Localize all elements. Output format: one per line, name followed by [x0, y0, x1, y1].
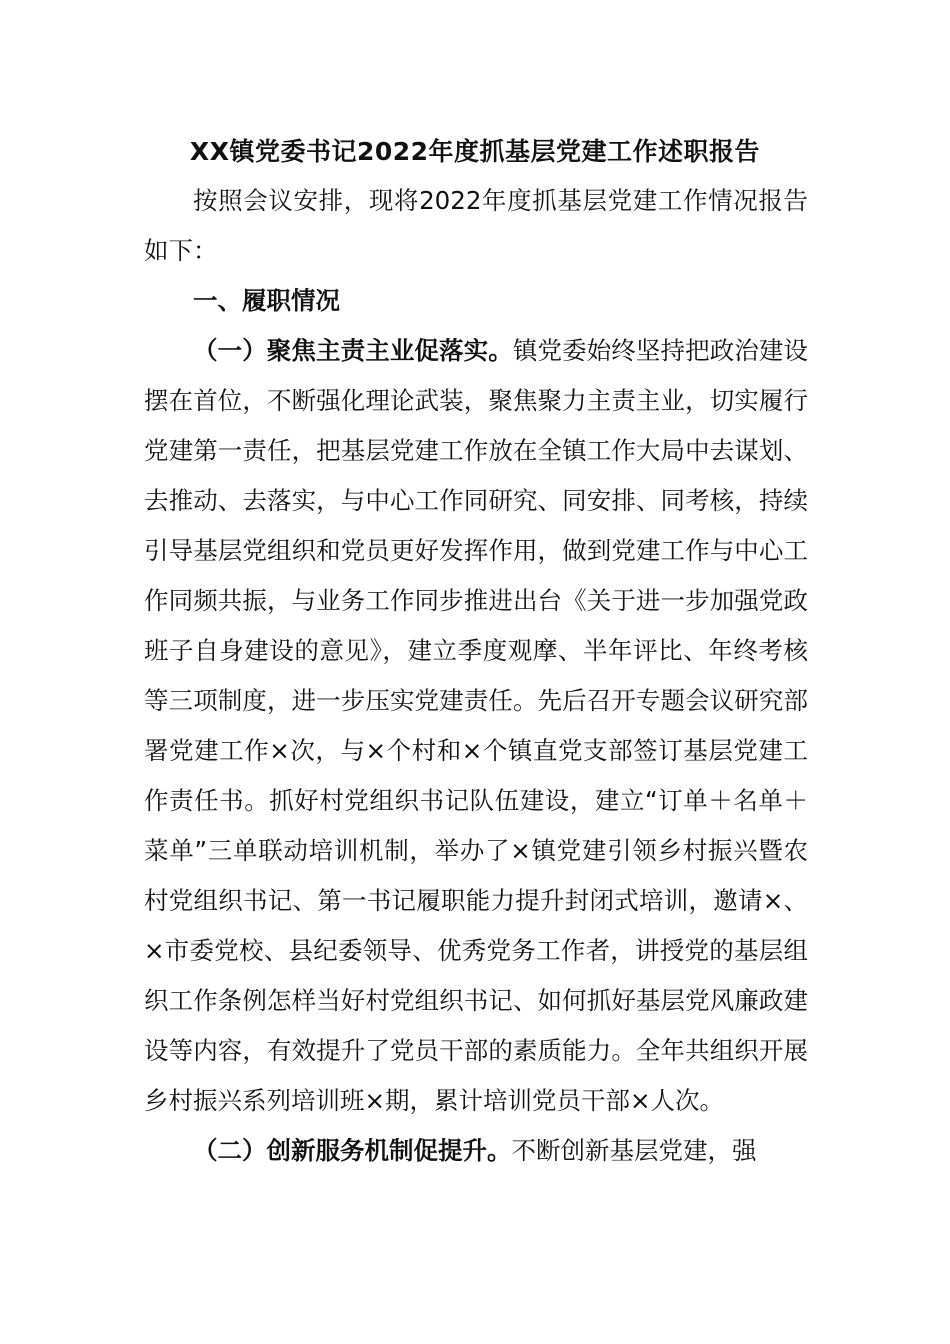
- item-1-lead: （一）聚焦主责主业促落实。: [193, 336, 513, 365]
- document-title: XX镇党委书记2022年度抓基层党建工作述职报告: [189, 137, 761, 166]
- item-2-lead: （二）创新服务机制促提升。: [193, 1136, 512, 1165]
- item-2-body: 不断创新基层党建，强: [511, 1136, 757, 1165]
- paragraph-item-1: [144, 326, 808, 1126]
- document-body: [144, 176, 808, 1176]
- item-1-body: 镇党委始终坚持把政治建设摆在首位，不断强化理论武装，聚焦聚力主责主业，切实履行党建第一责任，把基层党建工作放在全镇工作大局中去谋划、去推动、去落实，与中心工作同研究、同安排、同考核，持续引导基层党组织和党员更好发挥作用，做到党建工作与中心工作同频共振，与业务工作同步推进出台《关于进一步加强党政班子自身建设的意见》，建立季度观摩、半年评比、年终考核等三项制度，进一步压实党建责任。先后召开专题会议研究部署党建工作×次，与×个村和×个镇直党支部签订基层党建工作责任书。抓好村党组织书记队伍建设，建立“订单＋名单＋菜单”三单联动培训机制，举办了×镇党建引领乡村振兴暨农村党组织书记、第一书记履职能力提升封闭式培训，邀请×、×市委党校、县纪委领导、优秀党务工作者，讲授党的基层组织工作条例怎样当好村党组织书记、如何抓好基层党风廉政建设等内容，有效提升了党员干部的素质能力。全年共组织开展乡村振兴系列培训班×期，累计培训党员干部×人次。: [144, 336, 809, 1115]
- paragraph-item-2: [144, 1126, 808, 1176]
- intro-paragraph: 按照会议安排，现将2022年度抓基层党建工作情况报告如下：: [144, 186, 808, 265]
- section-heading: 一、履职情况: [193, 286, 340, 315]
